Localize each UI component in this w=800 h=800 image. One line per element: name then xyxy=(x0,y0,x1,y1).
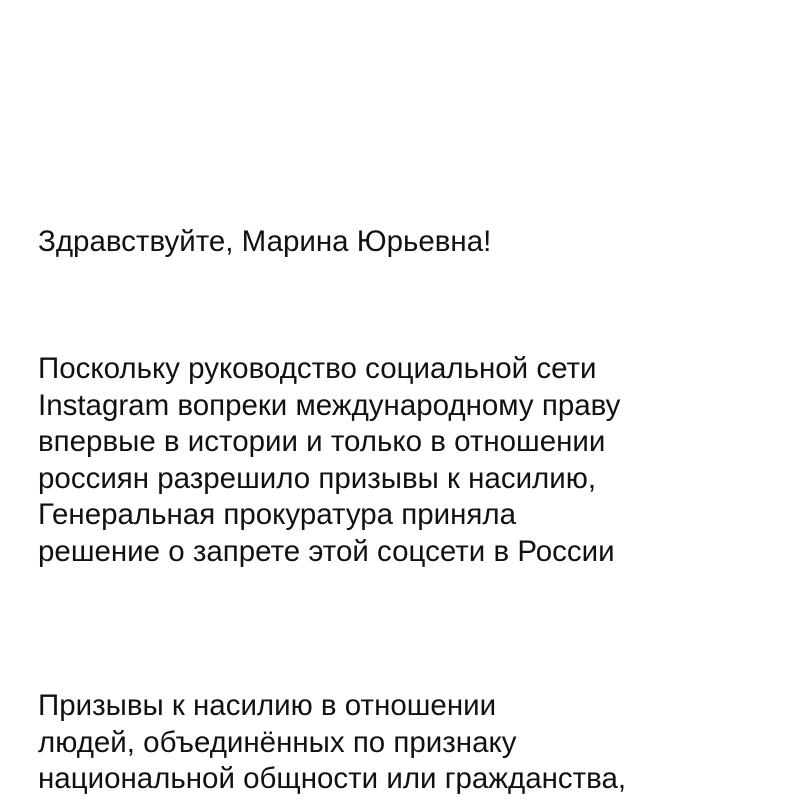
paragraph-line: Instagram вопреки международному праву xyxy=(38,388,621,422)
paragraph-line: Поскольку руководство социальной сети xyxy=(38,352,597,385)
paragraph-line: впервые в истории и только в отношении xyxy=(38,425,606,458)
paragraph-line: людей, объединённых по признаку xyxy=(38,725,517,759)
paragraph-line: Призывы к насилию в отношении xyxy=(38,689,497,722)
message-paragraph-1 xyxy=(38,351,620,570)
paragraph-line: Генеральная прокуратура приняла xyxy=(38,498,516,531)
greeting-line: Здравствуйте, Марина Юрьевна! xyxy=(38,225,492,258)
paragraph-line: национальной общности или гражданства, xyxy=(38,762,627,795)
greeting-text xyxy=(38,224,491,261)
paragraph-line: россиян разрешило призывы к насилию, xyxy=(38,461,597,495)
paragraph-line: решение о запрете этой соцсети в России xyxy=(38,534,615,568)
message-paragraph-2 xyxy=(38,688,626,798)
